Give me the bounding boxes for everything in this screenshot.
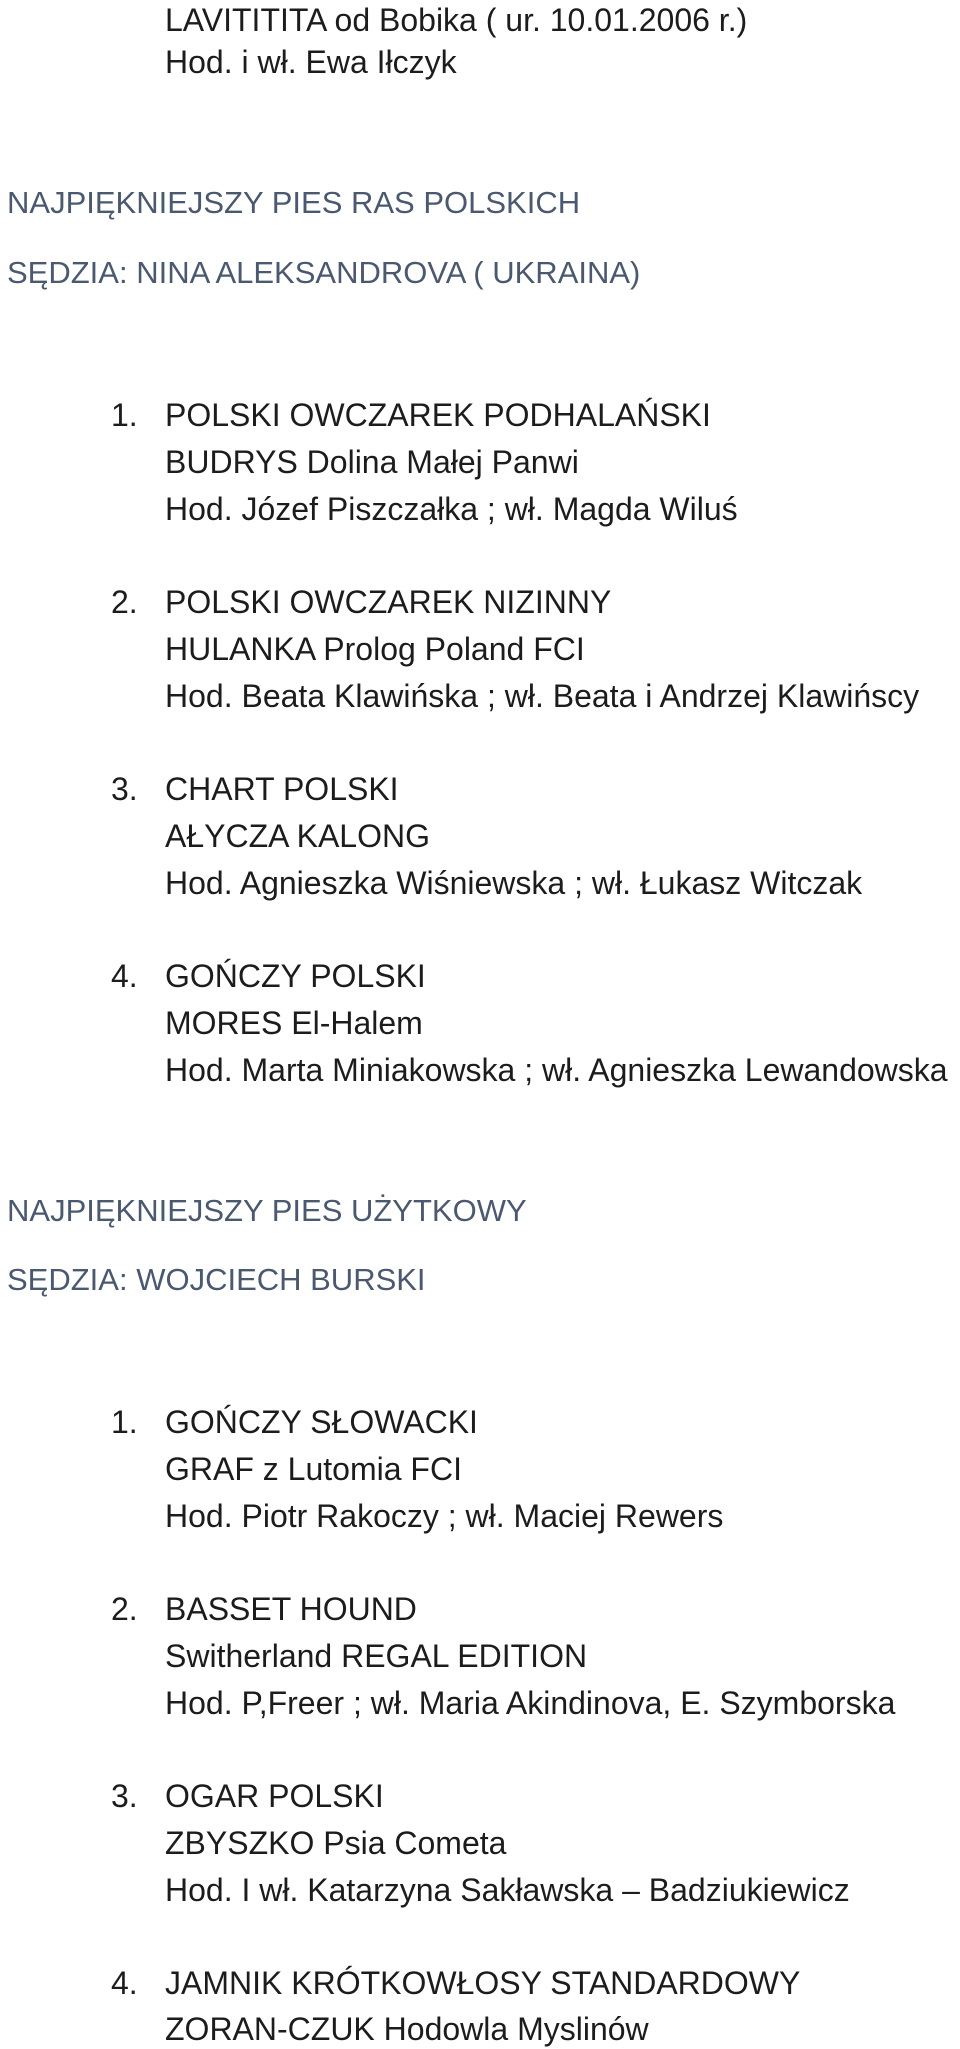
- entry-breed: BASSET HOUND: [165, 1591, 417, 1627]
- entry-number: 2.: [111, 1591, 138, 1627]
- entry-number: 1.: [111, 1404, 138, 1440]
- entry-number: 4.: [111, 1965, 138, 2001]
- section2-judge: SĘDZIA: WOJCIECH BURSKI: [7, 1262, 426, 1297]
- entry-breed: GOŃCZY POLSKI: [165, 958, 426, 994]
- entry-breed: GOŃCZY SŁOWACKI: [165, 1404, 478, 1440]
- entry-number: 4.: [111, 958, 138, 994]
- entry-dog: BUDRYS Dolina Małej Panwi: [165, 444, 579, 480]
- entry-breed: POLSKI OWCZAREK NIZINNY: [165, 584, 612, 620]
- intro-line-1: LAVITITITA od Bobika ( ur. 10.01.2006 r.): [165, 2, 748, 38]
- entry-number: 1.: [111, 397, 138, 433]
- entry-owner: Hod. Piotr Rakoczy ; wł. Maciej Rewers: [165, 1498, 724, 1534]
- entry-owner: Hod. Agnieszka Wiśniewska ; wł. Łukasz Witczak: [165, 865, 863, 901]
- entry-breed: JAMNIK KRÓTKOWŁOSY STANDARDOWY: [165, 1965, 801, 2001]
- section1-judge: SĘDZIA: NINA ALEKSANDROVA ( UKRAINA): [7, 255, 641, 290]
- entry-breed: CHART POLSKI: [165, 771, 399, 807]
- intro-line-2: Hod. i wł. Ewa Iłczyk: [165, 44, 457, 80]
- entry-breed: POLSKI OWCZAREK PODHALAŃSKI: [165, 397, 711, 433]
- section2-title: NAJPIĘKNIEJSZY PIES UŻYTKOWY: [7, 1193, 527, 1228]
- entry-dog: ZORAN-CZUK Hodowla Myslinów: [165, 2011, 649, 2047]
- entry-number: 3.: [111, 1778, 138, 1814]
- entry-breed: OGAR POLSKI: [165, 1778, 384, 1814]
- entry-dog: ZBYSZKO Psia Cometa: [165, 1825, 507, 1861]
- entry-owner: Hod. Józef Piszczałka ; wł. Magda Wiluś: [165, 491, 738, 527]
- entry-number: 2.: [111, 584, 138, 620]
- entry-number: 3.: [111, 771, 138, 807]
- entry-owner: Hod. Beata Klawińska ; wł. Beata i Andrzej Klawińscy: [165, 678, 920, 714]
- section1-title: NAJPIĘKNIEJSZY PIES RAS POLSKICH: [7, 185, 581, 220]
- entry-owner: Hod. P,Freer ; wł. Maria Akindinova, E. Szymborska: [165, 1685, 896, 1721]
- entry-dog: Switherland REGAL EDITION: [165, 1638, 588, 1674]
- entry-dog: HULANKA Prolog Poland FCI: [165, 631, 585, 667]
- entry-dog: AŁYCZA KALONG: [165, 818, 430, 854]
- entry-dog: MORES El-Halem: [165, 1005, 423, 1041]
- entry-owner: Hod. I wł. Katarzyna Sakławska – Badziukiewicz: [165, 1872, 850, 1908]
- entry-owner: Hod. Marta Miniakowska ; wł. Agnieszka Lewandowska: [165, 1052, 948, 1088]
- entry-dog: GRAF z Lutomia FCI: [165, 1451, 462, 1487]
